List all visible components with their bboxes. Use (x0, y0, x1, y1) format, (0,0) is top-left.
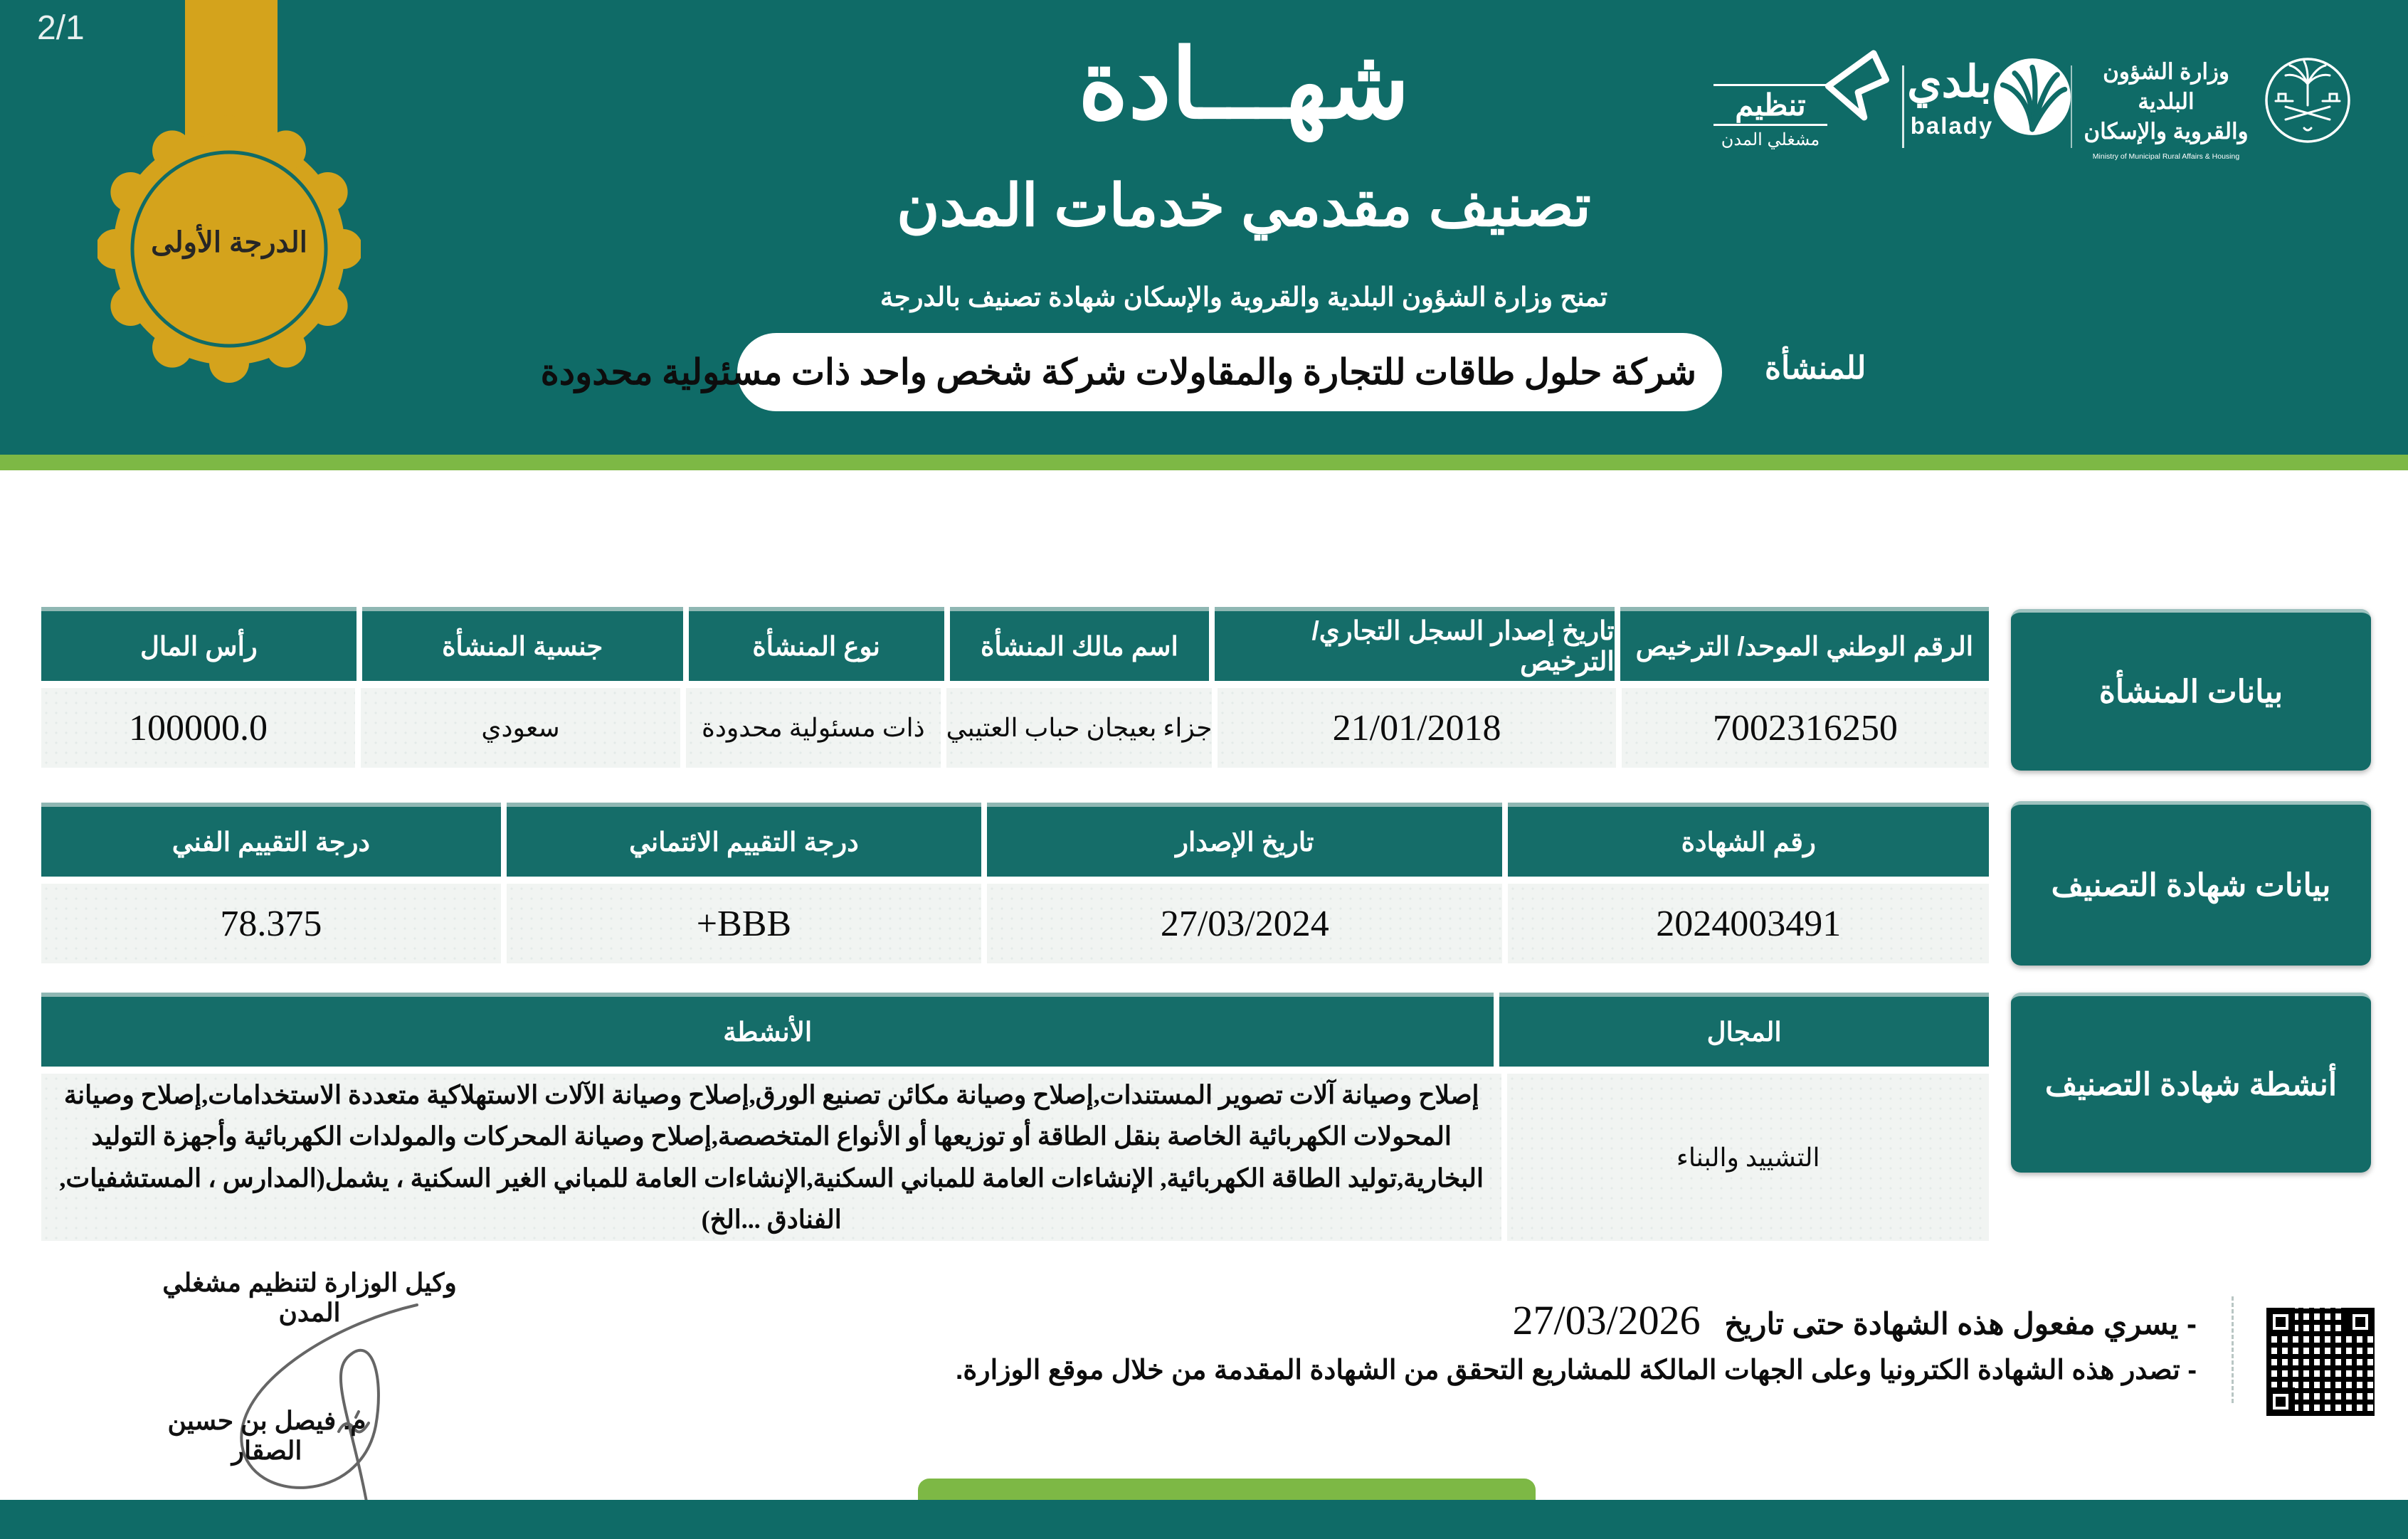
establishment-name-pill (540, 333, 1722, 411)
table-cell: 2024003491 (1508, 884, 1989, 963)
expiry-date: 27/03/2026 (1512, 1297, 1701, 1343)
certificate-table (41, 803, 1989, 963)
certificate-table-header (41, 803, 1989, 877)
table-cell: ذات مسئولية محدودة (686, 688, 941, 768)
certificate-table-row (41, 884, 1989, 963)
column-header: رقم الشهادة (1508, 803, 1989, 877)
establishment-table-header (41, 607, 1989, 681)
for-establishment-label: للمنشأة (1765, 351, 1866, 386)
column-header: نوع المنشأة (689, 607, 944, 681)
qr-finder (2346, 1308, 2375, 1336)
tanzim-logo-subtext: مشغلي المدن (1721, 130, 1820, 149)
column-header: تاريخ الإصدار (987, 803, 1502, 877)
certificate-notes (955, 1296, 2197, 1386)
tanzim-arrow-icon (1819, 47, 1897, 125)
logo-divider (1902, 65, 1904, 148)
establishment-table-row (41, 688, 1989, 768)
certificate-title: شهـــادة (1078, 31, 1410, 138)
table-cell: 27/03/2024 (987, 884, 1502, 963)
table-cell: 78.375 (41, 884, 501, 963)
ministry-name-english: Ministry of Municipal Rural Affairs & Housing (2092, 152, 2240, 161)
footer-teal-bar (0, 1500, 2408, 1539)
qr-pattern (2266, 1308, 2375, 1416)
column-header: جنسية المنشأة (362, 607, 683, 681)
table-cell: جزاء بعيجان حباب العتيبي (946, 688, 1213, 768)
ministry-emblem-icon (2261, 54, 2354, 147)
ministry-logo-text (2081, 57, 2251, 161)
column-header: رأس المال (41, 607, 357, 681)
qr-finder (2266, 1387, 2295, 1416)
column-header: درجة التقييم الائتماني (507, 803, 981, 877)
signatory-title: وكيل الوزارة لتنظيم مشغلي المدن (162, 1268, 457, 1327)
sidebar-certificate-data: بيانات شهادة التصنيف (2011, 801, 2371, 966)
column-header: الأنشطة (41, 993, 1494, 1067)
certificate-subtitle: تصنيف مقدمي خدمات المدن (897, 174, 1591, 238)
validity-note-text: - يسري مفعول هذه الشهادة حتى تاريخ (1724, 1307, 2197, 1340)
column-header: درجة التقييم الفني (41, 803, 501, 877)
page-number: 2/1 (37, 9, 85, 47)
grade-badge-label: الدرجة الأولى (151, 227, 307, 258)
sidebar-establishment-data: بيانات المنشأة (2011, 609, 2371, 771)
table-cell: 7002316250 (1622, 688, 1989, 768)
table-cell: 21/01/2018 (1218, 688, 1615, 768)
balady-palm-icon (1992, 57, 2072, 137)
activities-table (41, 993, 1989, 1241)
column-header: المجال (1499, 993, 1989, 1067)
activities-table-row (41, 1074, 1989, 1241)
table-cell: إصلاح وصيانة آلات تصوير المستندات,إصلاح وصيانة مكائن تصنيع الورق,إصلاح وصيانة الآلات الاستهلاكية متعددة الاستخدامات,إصلاح وصيانة المحولات الكهربائية الخاصة بنقل الطاقة أو توزيعها أو الأنواع المتخصصة,إصلاح وصيانة المحركات والمولدات الكهربائية وأجهزة التوليد البخارية,توليد الطاقة الكهربائية, الإنشاءات العامة للمباني السكنية,الإنشاءات العامة للمباني الغير السكنية ، يشمل(المدارس ، المستشفيات, الفنادق ...الخ) (41, 1074, 1501, 1241)
ministry-name-line1: وزارة الشؤون البلدية (2103, 59, 2229, 114)
validity-note (1064, 1296, 2197, 1344)
table-cell: التشييد والبناء (1507, 1074, 1989, 1241)
signatory-name: م. فيصل بن حسين الصقار (167, 1406, 366, 1465)
qr-divider (2232, 1296, 2234, 1403)
qr-code (2261, 1302, 2380, 1422)
table-cell: سعودي (361, 688, 680, 768)
sidebar-activities: أنشطة شهادة التصنيف (2011, 993, 2371, 1173)
electronic-issue-note: - تصدر هذه الشهادة الكترونيا وعلى الجهات المالكة للمشاريع التحقق من الشهادة المقدمة من خلال موقع الوزارة. (955, 1355, 2197, 1385)
table-cell: 100000.0 (41, 688, 355, 768)
activities-table-header (41, 993, 1989, 1067)
balady-logo-latin: balady (1910, 112, 1994, 139)
ministry-name-line2: والقروية والإسكان (2084, 119, 2249, 144)
column-header: تاريخ إصدار السجل التجاري/ الترخيص (1215, 607, 1615, 681)
qr-finder (2266, 1308, 2295, 1336)
header-green-strip (0, 455, 2408, 470)
table-cell: BBB+ (507, 884, 981, 963)
establishment-name: شركة حلول طاقات للتجارة والمقاولات شركة شخص واحد ذات مسئولية محدودة (540, 352, 1696, 392)
logo-divider (2071, 65, 2072, 148)
column-header: الرقم الوطني الموحد/ الترخيص (1620, 607, 1989, 681)
certificate-tagline: تمنح وزارة الشؤون البلدية والقروية والإسكان شهادة تصنيف بالدرجة (880, 282, 1608, 312)
establishment-table (41, 607, 1989, 768)
balady-logo-arabic: بلدي (1907, 58, 1992, 107)
footer-green-tab (918, 1479, 1536, 1501)
tanzim-logo-text: تنظيم (1713, 84, 1827, 126)
grade-badge (97, 114, 361, 384)
column-header: اسم مالك المنشأة (950, 607, 1209, 681)
